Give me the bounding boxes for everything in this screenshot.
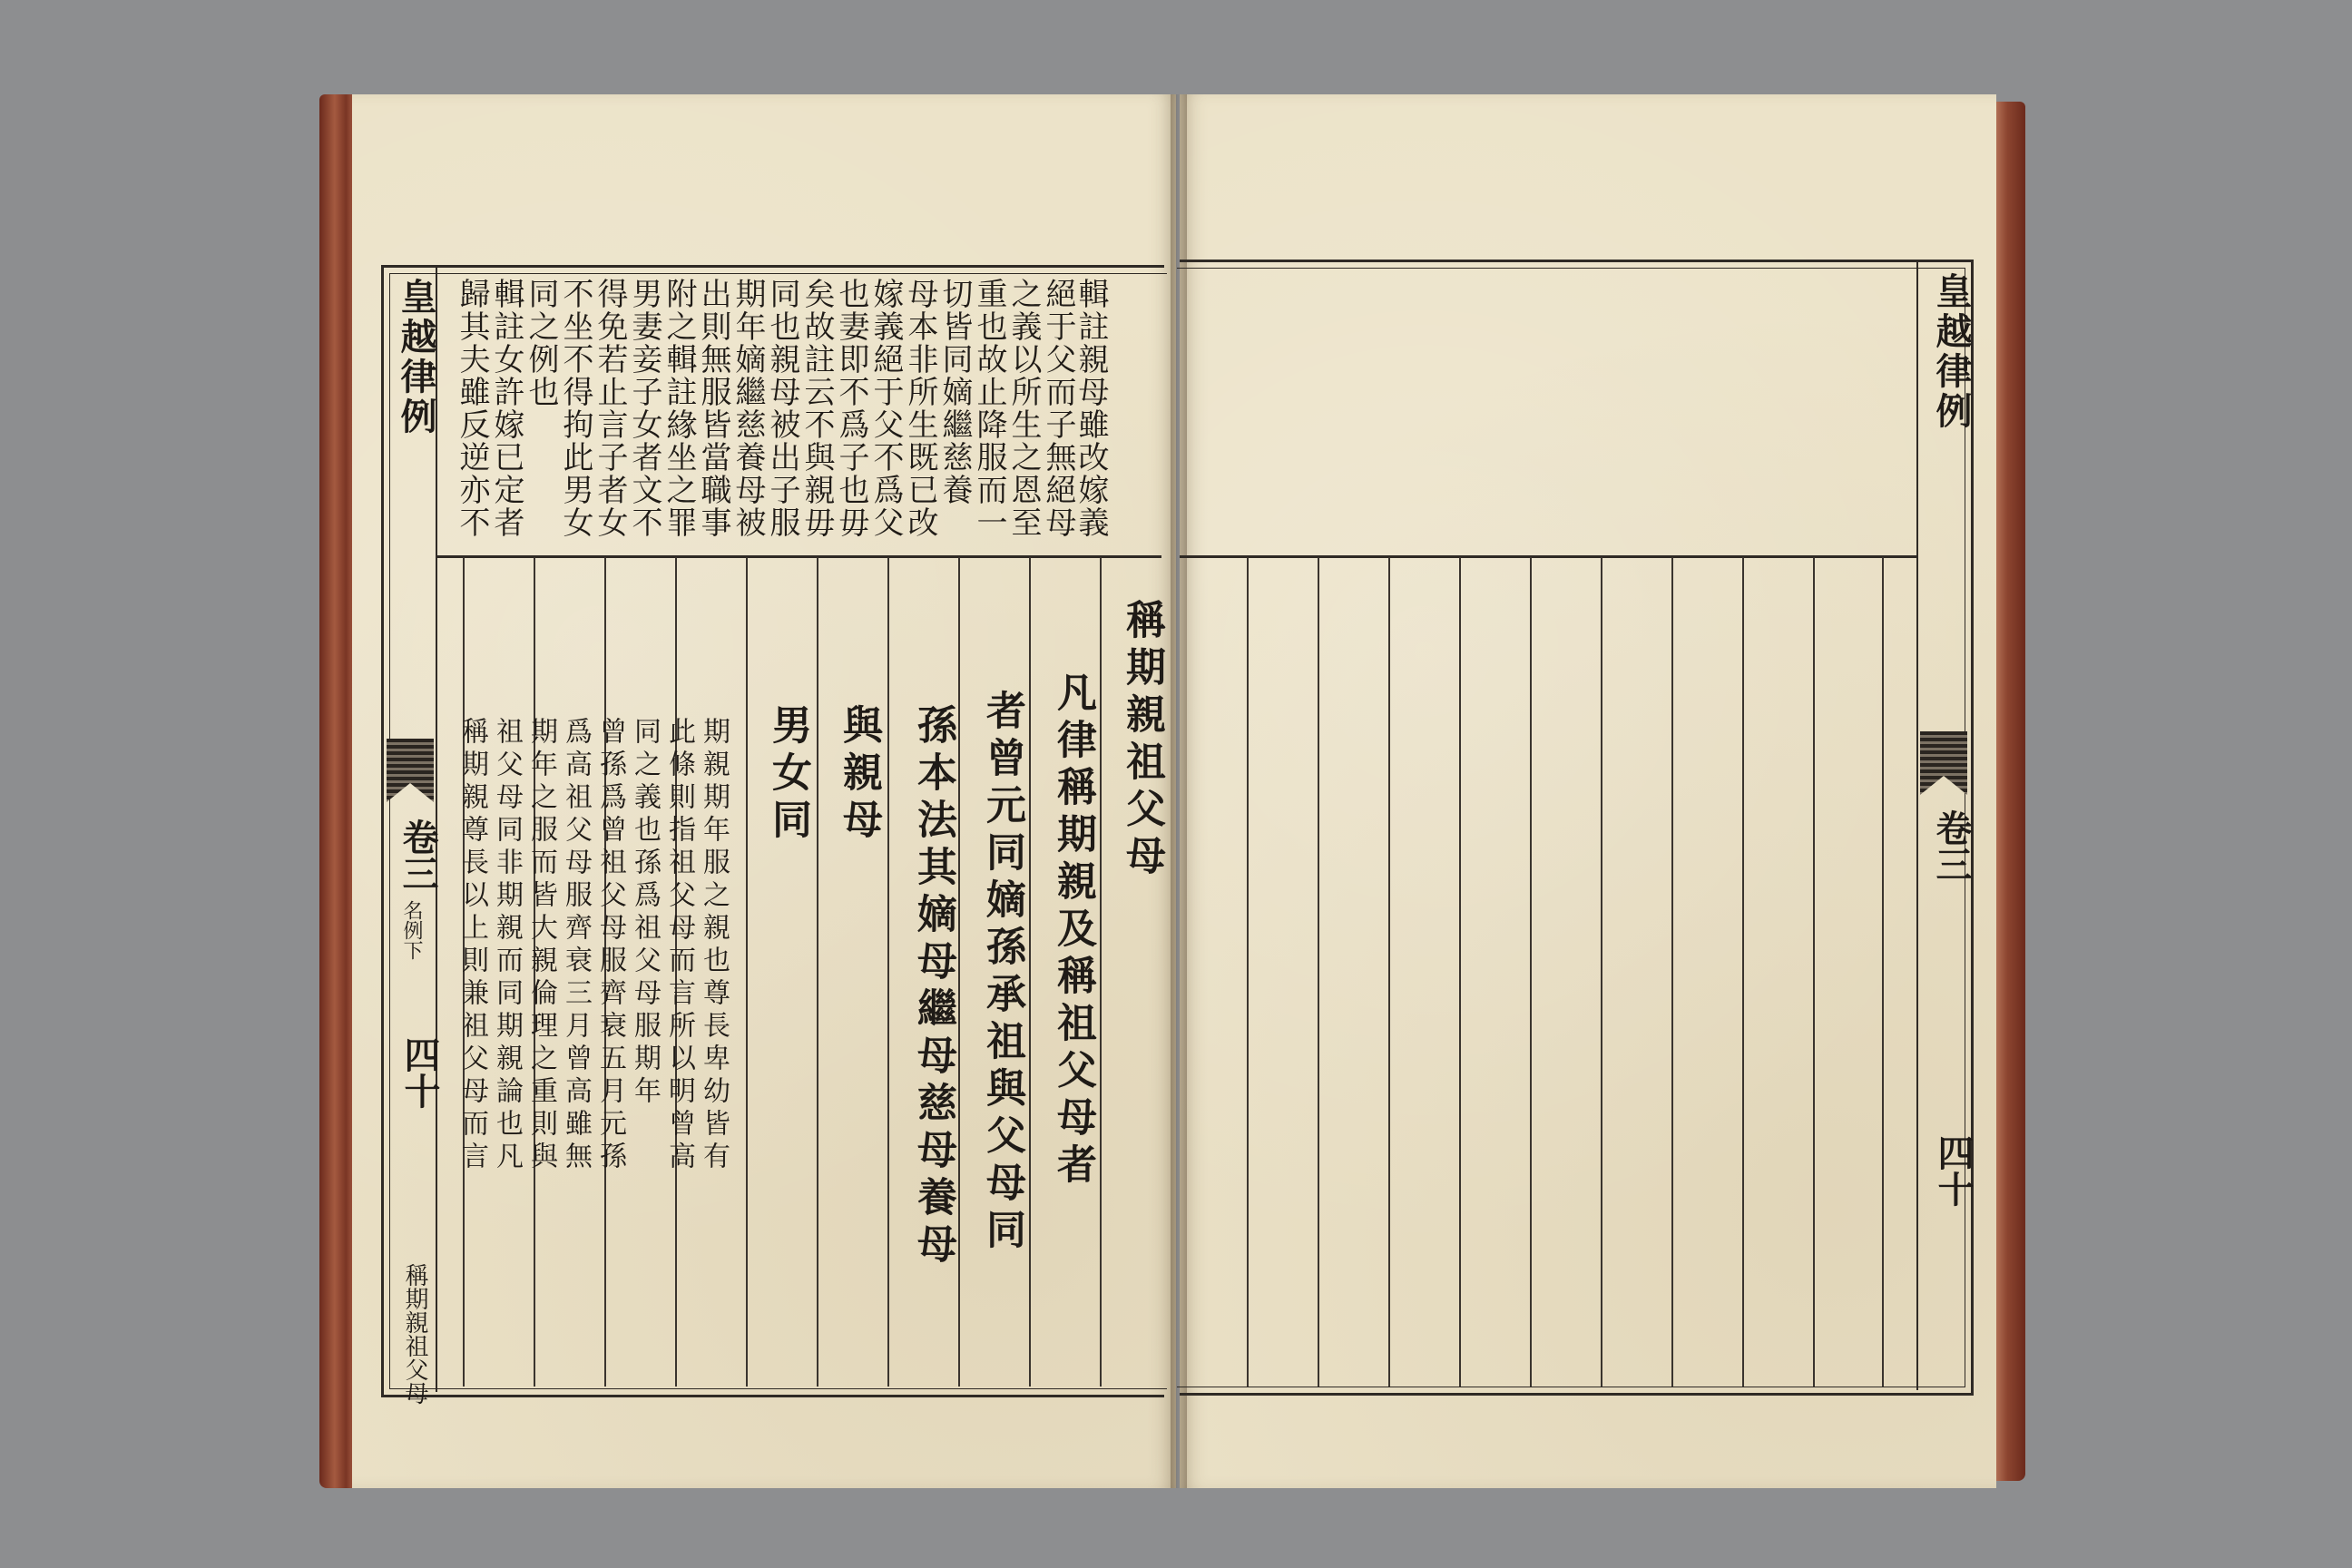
upper-register-rule <box>436 555 1161 558</box>
notes-column: 曾孫爲曾祖父母服齊衰五月元孫 <box>594 717 626 1174</box>
blank-column-rule <box>1530 557 1532 1387</box>
blank-column-rule <box>1813 557 1815 1387</box>
blank-column-rule <box>1742 557 1744 1387</box>
fish-tail-ornament <box>387 739 434 802</box>
blank-column-rule <box>1459 557 1461 1387</box>
blank-column-rule <box>1882 557 1884 1387</box>
banner-section: 名例下 <box>400 900 423 960</box>
banner-footer-title: 稱期親祖父母 <box>401 1263 428 1405</box>
banner-page-number: 四十 <box>1932 1134 1975 1207</box>
banner-volume: 卷三 <box>1930 809 1973 882</box>
column-rule <box>817 557 818 1387</box>
commentary-column: 之義以所生之恩至 <box>1005 278 1042 539</box>
commentary-column: 重也故止降服而一 <box>971 278 1007 539</box>
banner-book-title: 皇越律例 <box>1930 272 1973 432</box>
column-rule <box>746 557 748 1387</box>
notes-column: 同之義也孫爲祖父母服期年 <box>629 717 661 1109</box>
commentary-column: 出則無服皆當職事 <box>695 278 731 539</box>
blank-column-rule <box>1388 557 1390 1387</box>
commentary-column: 嫁義絕于父不爲父 <box>867 278 904 539</box>
right-upper-register-rule <box>1180 555 1916 558</box>
commentary-column: 輯註親母雖改嫁義 <box>1073 278 1109 539</box>
commentary-column: 不坐不得拘此男女 <box>557 278 593 539</box>
banner-book-title: 皇越律例 <box>395 278 437 437</box>
banner-page-number: 四十 <box>398 1036 441 1109</box>
commentary-column: 也妻即不爲子也毋 <box>833 278 869 539</box>
commentary-column: 輯註女許嫁已定者 <box>488 278 524 539</box>
notes-column: 期年之服而皆大親倫理之重則與 <box>525 717 557 1174</box>
commentary-column: 切皆同嫡繼慈養 <box>936 278 973 506</box>
commentary-column: 同也親母被出子服 <box>764 278 800 539</box>
banner-volume: 卷三 <box>397 818 439 891</box>
notes-column: 期親期年服之親也尊長卑幼皆有 <box>698 717 730 1174</box>
notes-column: 祖父母同非期親而同期親論也凡 <box>491 717 523 1174</box>
fish-tail-ornament <box>1920 731 1967 795</box>
commentary-column: 期年嫡繼慈養母被 <box>730 278 766 539</box>
commentary-column: 附之輯註緣坐之罪 <box>661 278 697 539</box>
commentary-column: 矣故註云不與親毋 <box>799 278 835 539</box>
statute-text-column: 孫本法其嫡母繼母慈母養母 <box>910 704 956 1270</box>
notes-column: 稱期親尊長以上則兼祖父母而言 <box>456 717 488 1174</box>
blank-column-rule <box>1601 557 1602 1387</box>
notes-column: 此條則指祖父母而言所以明曾高 <box>663 717 695 1174</box>
statute-text-column: 凡律稱期親及稱祖父母者 <box>1050 671 1096 1191</box>
statute-text-column: 者曾元同嫡孫承祖與父母同 <box>979 690 1025 1256</box>
blank-column-rule <box>1318 557 1319 1387</box>
commentary-column: 男妻妾子女者文不 <box>626 278 662 539</box>
left-page-banner <box>385 265 441 1405</box>
blank-column-rule <box>1247 557 1249 1387</box>
column-rule <box>887 557 889 1387</box>
statute-text-column: 男女同 <box>765 704 811 846</box>
statute-heading: 稱期親祖父母 <box>1119 599 1165 882</box>
right-page-frame <box>1180 260 1974 1396</box>
commentary-column: 絕于父而子無絕母 <box>1040 278 1076 539</box>
commentary-column: 同之例也 <box>523 278 559 408</box>
commentary-column: 母本非所生既已改 <box>902 278 938 539</box>
right-page-banner <box>1916 260 1975 1390</box>
blank-column-rule <box>1671 557 1673 1387</box>
commentary-column: 歸其夫雖反逆亦不 <box>454 278 490 539</box>
notes-column: 爲高祖父母服齊衰三月曾高雖無 <box>560 717 592 1174</box>
commentary-column: 得免若止言子者女 <box>592 278 628 539</box>
statute-text-column: 與親母 <box>836 704 882 846</box>
